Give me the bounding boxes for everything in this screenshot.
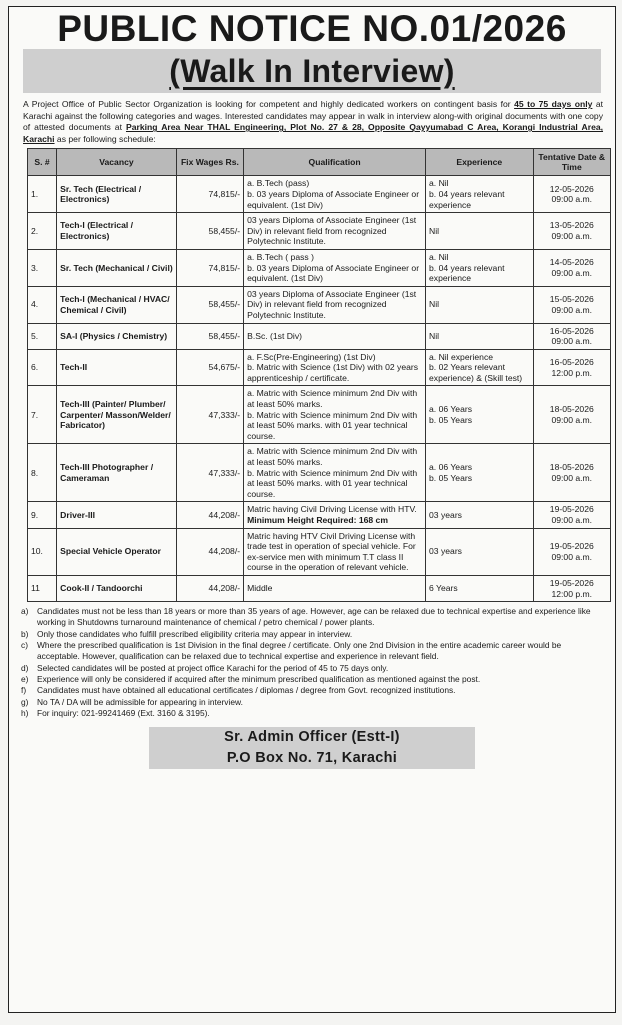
row-sno: 4. <box>28 286 57 323</box>
row-sno: 5. <box>28 323 57 349</box>
row-sno: 6. <box>28 349 57 386</box>
row-time: 09:00 a.m. <box>551 336 593 347</box>
header-wages: Fix Wages Rs. <box>176 149 243 176</box>
row-date: 15-05-2026 <box>549 294 594 305</box>
row-vacancy: Tech-I (Mechanical / HVAC/ Chemical / Civil) <box>57 286 177 323</box>
table-header-row <box>28 149 611 176</box>
row-qualification <box>244 575 426 601</box>
qualification-line: a. B.Tech (pass) <box>247 178 310 189</box>
row-qualification <box>244 349 426 386</box>
row-date-time <box>533 386 610 444</box>
experience-line: a. 06 Years <box>429 404 473 415</box>
row-vacancy: Cook-II / Tandoorchi <box>57 575 177 601</box>
experience-line: 03 years <box>429 546 462 557</box>
row-qualification <box>244 444 426 502</box>
row-date: 19-05-2026 <box>549 541 594 552</box>
note-item <box>21 606 605 629</box>
intro-text-2: at Karachi against the following categories and wages. Interested candidates may appear in walk in interview along-with original documents with one copy of attested documents at <box>23 99 603 133</box>
row-experience <box>426 386 534 444</box>
experience-line: Nil <box>429 225 440 236</box>
note-item <box>21 629 605 640</box>
note-item <box>21 674 605 685</box>
row-time: 09:00 a.m. <box>551 414 593 425</box>
qualification-line: b. Matric with Science minimum 2nd Div with at least 50% marks. with 01 year technical course. <box>247 409 418 441</box>
row-qualification <box>244 528 426 575</box>
row-experience <box>426 575 534 601</box>
row-experience <box>426 444 534 502</box>
row-time: 09:00 a.m. <box>551 231 593 242</box>
experience-line: a. Nil <box>429 251 449 262</box>
qualification-line: b. Matric with Science (1st Div) with 02 years apprenticeship / certificate. <box>247 362 419 383</box>
public-notice <box>8 6 616 1013</box>
row-wages: 54,675/- <box>176 349 243 386</box>
row-wages: 44,208/- <box>176 528 243 575</box>
qualification-line: a. B.Tech ( pass ) <box>247 251 314 262</box>
row-experience <box>426 213 534 250</box>
experience-line: Nil <box>429 330 440 341</box>
row-vacancy: Tech-III (Painter/ Plumber/ Carpenter/ Masson/Welder/ Fabricator) <box>57 386 177 444</box>
row-wages: 74,815/- <box>176 249 243 286</box>
row-experience <box>426 286 534 323</box>
qualification-note: Minimum Height Required: 168 cm <box>247 515 388 525</box>
row-vacancy: Tech-I (Electrical / Electronics) <box>57 213 177 250</box>
qualification-line: 03 years Diploma of Associate Engineer (1st Div) in relevant field from recognized Polytechnic Institute. <box>247 288 417 320</box>
row-sno: 10. <box>28 528 57 575</box>
qualification-line: B.Sc. (1st Div) <box>247 330 303 341</box>
note-letter: g) <box>21 696 29 707</box>
row-vacancy: Special Vehicle Operator <box>57 528 177 575</box>
qualification-line: a. Matric with Science minimum 2nd Div with at least 50% marks. <box>247 446 418 468</box>
row-time: 09:00 a.m. <box>551 515 593 525</box>
experience-line: b. 04 years relevant experience <box>429 188 505 210</box>
row-wages: 44,208/- <box>176 502 243 528</box>
row-date-time <box>533 323 610 349</box>
header-sno: S. # <box>28 149 57 176</box>
row-qualification <box>244 286 426 323</box>
row-vacancy: Tech-III Photographer / Cameraman <box>57 444 177 502</box>
row-date: 18-05-2026 <box>549 404 594 415</box>
signature-title: Sr. Admin Officer (Estt-I) <box>224 729 400 746</box>
row-experience <box>426 176 534 213</box>
note-letter: b) <box>21 628 29 639</box>
intro-text-3: as per following schedule: <box>54 133 156 144</box>
table-row <box>28 349 611 386</box>
note-text: Selected candidates will be posted at project office Karachi for the period of 45 to 75 days only. <box>37 662 389 673</box>
note-letter: e) <box>21 673 29 684</box>
experience-line: b. 05 Years <box>429 414 473 425</box>
note-item <box>21 697 605 708</box>
row-vacancy: Sr. Tech (Electrical / Electronics) <box>57 176 177 213</box>
experience-line: 03 years <box>429 509 462 520</box>
row-date: 16-05-2026 <box>549 356 594 367</box>
row-date-time <box>533 286 610 323</box>
row-qualification <box>244 323 426 349</box>
row-date-time <box>533 528 610 575</box>
table-row <box>28 249 611 286</box>
experience-line: b. 05 Years <box>429 472 473 483</box>
row-date-time <box>533 575 610 601</box>
qualification-line: b. Matric with Science minimum 2nd Div with at least 50% marks. with 01 year technical course. <box>247 467 418 499</box>
qualification-line: Middle <box>247 583 273 594</box>
notice-subtitle: (Walk In Interview) <box>169 52 455 89</box>
table-row <box>28 213 611 250</box>
row-vacancy: SA-I (Physics / Chemistry) <box>57 323 177 349</box>
row-wages: 58,455/- <box>176 213 243 250</box>
intro-paragraph <box>23 99 603 145</box>
row-date: 13-05-2026 <box>549 220 594 231</box>
table-row <box>28 386 611 444</box>
qualification-line: b. 03 years Diploma of Associate Engineer or equivalent. (1st Div) <box>247 188 420 210</box>
note-letter: c) <box>21 640 28 651</box>
row-qualification <box>244 213 426 250</box>
table-row <box>28 575 611 601</box>
experience-line: 6 Years <box>429 583 458 594</box>
qualification-line: 03 years Diploma of Associate Engineer (1st Div) in relevant field from recognized Polytechnic Institute. <box>247 215 417 247</box>
row-date-time <box>533 249 610 286</box>
row-sno: 2. <box>28 213 57 250</box>
schedule-table <box>27 148 611 602</box>
notice-title: PUBLIC NOTICE NO.01/2026 <box>9 7 615 49</box>
notes-list <box>21 606 605 719</box>
note-letter: f) <box>21 685 27 696</box>
row-date: 14-05-2026 <box>549 257 594 268</box>
note-text: Only those candidates who fulfill prescribed eligibility criteria may appear in interview. <box>37 628 353 639</box>
experience-line: Nil <box>429 299 440 310</box>
row-time: 09:00 a.m. <box>551 304 593 315</box>
row-time: 09:00 a.m. <box>551 267 593 278</box>
signature-block <box>9 727 615 769</box>
row-date: 16-05-2026 <box>549 325 594 336</box>
row-wages: 44,208/- <box>176 575 243 601</box>
row-qualification <box>244 249 426 286</box>
row-sno: 7. <box>28 386 57 444</box>
header-qualification: Qualification <box>244 149 426 176</box>
note-letter: a) <box>21 606 29 617</box>
row-wages: 74,815/- <box>176 176 243 213</box>
qualification-line: Matric having Civil Driving License with HTV. <box>247 504 417 515</box>
note-text: For inquiry: 021-99241469 (Ext. 3160 & 3195). <box>37 707 210 718</box>
row-time: 09:00 a.m. <box>551 472 593 483</box>
row-date: 19-05-2026 <box>549 504 594 515</box>
row-experience <box>426 502 534 528</box>
table-row <box>28 286 611 323</box>
note-letter: h) <box>21 707 29 718</box>
row-time: 12:00 p.m. <box>551 367 593 378</box>
note-text: Experience will only be considered if acquired after the minimum prescribed qualification as mentioned against the post. <box>37 673 481 684</box>
row-date: 18-05-2026 <box>549 462 594 473</box>
note-item <box>21 685 605 696</box>
row-wages: 47,333/- <box>176 444 243 502</box>
row-vacancy: Sr. Tech (Mechanical / Civil) <box>57 249 177 286</box>
row-date: 12-05-2026 <box>549 183 594 194</box>
row-wages: 58,455/- <box>176 286 243 323</box>
row-qualification <box>244 502 426 528</box>
header-vacancy: Vacancy <box>57 149 177 176</box>
subtitle-band <box>23 49 601 93</box>
note-text: Where the prescribed qualification is 1st Division in the final degree / certificate. Only one 2nd Division in the entire academic career would be acceptable. However, qualification can be relaxed due to technical expertise and experience in relevant field. <box>37 640 562 662</box>
row-qualification <box>244 386 426 444</box>
row-sno: 3. <box>28 249 57 286</box>
table-row <box>28 444 611 502</box>
row-vacancy: Tech-II <box>57 349 177 386</box>
qualification-line: a. F.Sc(Pre-Engineering) (1st Div) <box>247 351 376 362</box>
note-item <box>21 640 605 663</box>
row-date: 19-05-2026 <box>549 577 594 588</box>
row-wages: 58,455/- <box>176 323 243 349</box>
row-date-time <box>533 502 610 528</box>
qualification-line: a. Matric with Science minimum 2nd Div with at least 50% marks. <box>247 388 418 410</box>
row-date-time <box>533 176 610 213</box>
row-experience <box>426 349 534 386</box>
intro-text-1: A Project Office of Public Sector Organization is looking for competent and highly dedicated workers on contingent basis for <box>23 99 515 109</box>
row-sno: 8. <box>28 444 57 502</box>
row-wages: 47,333/- <box>176 386 243 444</box>
row-time: 12:00 p.m. <box>551 588 593 599</box>
row-sno: 11 <box>28 575 57 601</box>
qualification-line: Matric having HTV Civil Driving License with trade test in operation of special vehicle. For ex-service men with minimum T.T class II course in the operation of relevant vehicle. <box>247 530 416 573</box>
experience-line: a. Nil experience <box>429 351 494 362</box>
note-text: No TA / DA will be admissible for appearing in interview. <box>37 696 243 707</box>
row-sno: 9. <box>28 502 57 528</box>
signature-address: P.O Box No. 71, Karachi <box>226 750 398 767</box>
note-text: Candidates must have obtained all educational certificates / diplomas / degree from Govt. recognized institutions. <box>37 685 456 696</box>
qualification-line: b. 03 years Diploma of Associate Engineer or equivalent. (1st Div) <box>247 262 420 284</box>
note-text: Candidates must not be less than 18 years or more than 35 years of age. However, age can be relaxed due to technical expertise and experience like working in Shutdowns turnaround maintenance of chemical / petro chemical / power plants. <box>37 606 591 628</box>
intro-venue: Parking Area Near THAL Engineering, Plot No. 27 & 28, Opposite Qayyumabad C Area, Korangi Industrial Area, Karachi <box>23 122 604 144</box>
row-date-time <box>533 349 610 386</box>
intro-duration: 45 to 75 days only <box>514 99 593 109</box>
table-row <box>28 528 611 575</box>
row-experience <box>426 249 534 286</box>
table-row <box>28 502 611 528</box>
row-time: 09:00 a.m. <box>551 551 593 562</box>
table-row <box>28 323 611 349</box>
row-vacancy: Driver-III <box>57 502 177 528</box>
note-letter: d) <box>21 662 29 673</box>
table-row <box>28 176 611 213</box>
experience-line: b. 02 Years relevant experience) & (Skill test) <box>429 362 523 383</box>
row-date-time <box>533 213 610 250</box>
experience-line: a. Nil <box>429 178 449 189</box>
row-experience <box>426 528 534 575</box>
note-item <box>21 663 605 674</box>
row-time: 09:00 a.m. <box>551 194 593 205</box>
row-sno: 1. <box>28 176 57 213</box>
note-item <box>21 708 605 719</box>
header-date: Tentative Date & Time <box>533 149 610 176</box>
header-experience: Experience <box>426 149 534 176</box>
row-experience <box>426 323 534 349</box>
row-date-time <box>533 444 610 502</box>
experience-line: b. 04 years relevant experience <box>429 262 505 284</box>
signature-band <box>149 727 475 769</box>
row-qualification <box>244 176 426 213</box>
experience-line: a. 06 Years <box>429 462 473 473</box>
